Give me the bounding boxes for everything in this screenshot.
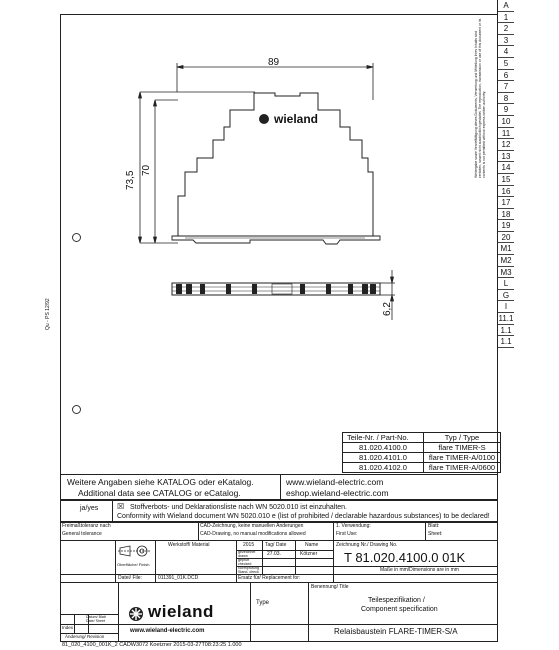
revision-index-cell: 1.1: [498, 336, 514, 348]
parts-header-type: Typ / Type: [424, 433, 501, 443]
revision-index-cell: 2: [498, 23, 514, 35]
title-en: Component specification: [361, 606, 438, 613]
type-label: Type: [256, 600, 270, 606]
tolerance-label-en: General tolerance: [62, 531, 102, 537]
drawn-date: 27.03.: [267, 551, 281, 557]
revision-index-cell: 16: [498, 186, 514, 198]
revision-index-cell: 1: [498, 12, 514, 24]
dim-depth: 6,2: [382, 302, 393, 316]
drawn-label: gezeichnet drawn: [238, 550, 256, 558]
cad-note-de: CAD-Zeichnung, keine manuellen Änderungen: [200, 523, 304, 529]
substances-checkbox[interactable]: ☒: [117, 502, 125, 511]
title-de: Teilespezifikation /: [368, 597, 425, 604]
checked-label: geprüft checked: [238, 558, 252, 566]
year-value: 2015: [243, 542, 255, 548]
part-number: 81.020.4100.0: [343, 443, 424, 453]
revision-index-cell: 14: [498, 162, 514, 174]
revision-index-cell: I: [498, 301, 514, 313]
dim-height-inner: 70: [141, 164, 152, 176]
revision-index-cell: 20: [498, 232, 514, 244]
drawing-no-label: Zeichnung Nr./ Drawing No.: [336, 542, 398, 548]
info-line-de: Weitere Angaben siehe KATALOG oder eKatalog.: [67, 477, 254, 487]
revision-index-cell: 4: [498, 46, 514, 58]
drawn-name: Kötzner: [300, 551, 318, 557]
footer-path: 81_020_4100_001K_2 CADW3072 Koetzner 2015-03-27T08:23:25 1.000: [62, 642, 242, 648]
revision-index-cell: L: [498, 278, 514, 290]
replacement-label: Ersatz für/ Replacement for:: [238, 575, 301, 581]
date-sheet-label: Datum/ Blatt Date/ Sheet: [86, 615, 106, 623]
product-title: Relaisbaustein FLARE-TIMER-S/A: [334, 627, 458, 636]
revision-index-cell: 7: [498, 81, 514, 93]
revision-index-cell: 9: [498, 104, 514, 116]
cad-note-en: CAD-Drawing, no manual modifications allowed: [200, 531, 306, 537]
revision-index-cell: M1: [498, 243, 514, 255]
revision-index-cell: 5: [498, 58, 514, 70]
file-name: 011391_01K.DCD: [158, 575, 199, 581]
info-url-2: eshop.wieland-electric.com: [286, 488, 389, 498]
copyright-note: Weitergabe sowie Vervielfältigung dieses Dokuments, Verwertung und Mitteilung ihres Inhalts sind verboten, soweit nicht ausdrücklich gestattet. The reproduction, transmission or use of this document or its contents is not permitted without express written authority.: [474, 18, 486, 178]
table-row: [343, 453, 501, 463]
revision-index-cell: 1.1: [498, 325, 514, 337]
revision-index-cell: M2: [498, 255, 514, 267]
first-use-label-de: 1. Verwendung:: [336, 523, 371, 529]
date-label: Tag/ Date: [265, 542, 287, 548]
finish-label: Oberfläche/ Finish: [117, 562, 150, 567]
title-block-website: www.wieland-electric.com: [130, 628, 205, 634]
revision-index-cell: 8: [498, 93, 514, 105]
revision-index-cell: 10: [498, 116, 514, 128]
substances-text-en: Conformity with Wieland document WN 5020.010 e (list of prohibited / declarable hazardous substances) to be declared!: [117, 513, 490, 520]
revision-index-cell: 18: [498, 209, 514, 221]
part-number: 81.020.4102.0: [343, 463, 424, 473]
revision-index-cell: 11: [498, 128, 514, 140]
substances-text-de: Stoffverbots- und Deklarationsliste nach WN 5020.010 ist einzuhalten.: [130, 504, 347, 511]
file-label: Datei/ File:: [118, 575, 142, 581]
parts-header-partno: Teile-Nr. / Part-No.: [343, 433, 424, 443]
index-label: Index: [62, 625, 74, 630]
part-number: 81.020.4101.0: [343, 453, 424, 463]
revision-index-cell: 3: [498, 35, 514, 47]
info-line-en: Additional data see CATALOG or eCatalog.: [78, 488, 241, 498]
revision-index-cell: 11.1: [498, 314, 514, 324]
part-type: flare TIMER-A/0600: [424, 463, 501, 473]
title-block-logo-text: wieland: [148, 602, 214, 621]
drawing-number: T 81.020.4100.0 01K: [344, 550, 466, 565]
part-type: flare TIMER-A/0100: [424, 453, 501, 463]
revision-index-cell: 12: [498, 139, 514, 151]
sheet-label-en: Sheet:: [428, 531, 443, 537]
revision-index-cell: 13: [498, 151, 514, 163]
revision-index-cell: M3: [498, 267, 514, 279]
first-use-label-en: First Use:: [336, 531, 358, 537]
revision-index-cell: 17: [498, 197, 514, 209]
housing-brand-logo: wieland: [274, 112, 319, 126]
standard-check-label: Normprüfung Stand. check: [238, 566, 259, 574]
revision-index-cell: 15: [498, 174, 514, 186]
dim-width: 89: [268, 57, 280, 68]
table-row: [343, 443, 501, 453]
revision-index-cell: A: [498, 0, 514, 12]
material-label: Werkstoff/ Material: [168, 542, 210, 548]
revision-label: Änderung/ Revision: [65, 634, 105, 639]
parts-table: [342, 432, 501, 473]
sheet-label-de: Blatt:: [428, 523, 440, 529]
substances-yes-label: ja/yes: [80, 505, 99, 512]
revision-index-cell: 19: [498, 220, 514, 232]
table-row: [343, 463, 501, 473]
dimensions-unit-note: Maße in mm/Dimensions are in mm: [380, 567, 459, 573]
part-type: flare TIMER-S: [424, 443, 501, 453]
revision-index-cell: G: [498, 290, 514, 302]
info-url-1: www.wieland-electric.com: [286, 477, 384, 487]
dim-height-outer: 73,5: [125, 170, 136, 190]
side-note: Qu - PS 12/92: [45, 298, 51, 330]
wieland-logo-icon: [126, 605, 146, 623]
tolerance-label-de: Freimaßtoleranz nach: [62, 523, 111, 529]
name-label: Name: [305, 542, 319, 548]
title-label: Benennung/ Title: [311, 584, 349, 590]
projection-symbol-icon: [118, 544, 152, 558]
revision-index-cell: 6: [498, 70, 514, 82]
